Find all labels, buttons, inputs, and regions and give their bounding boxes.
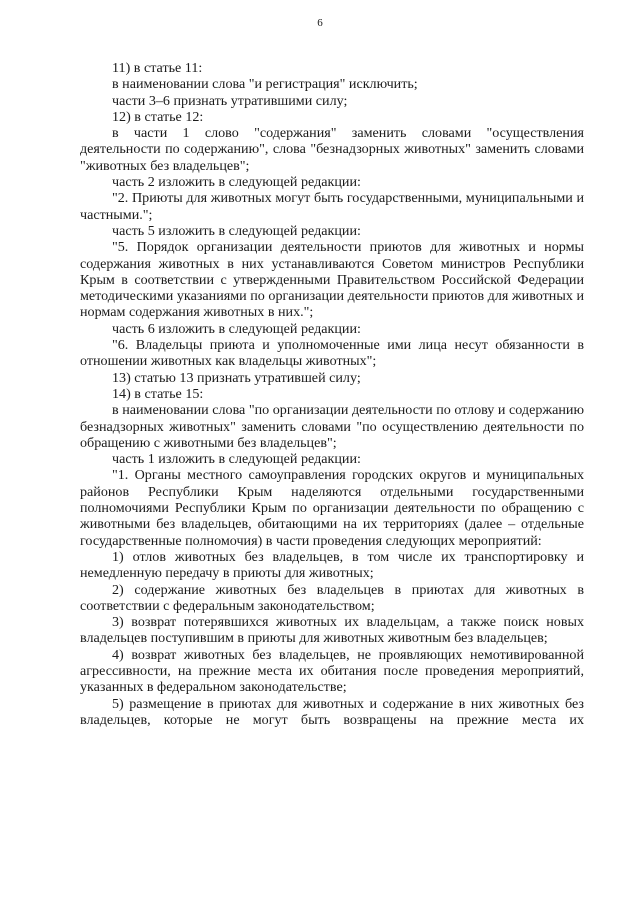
paragraph: "1. Органы местного самоуправления городских округов и муниципальных районов Республики Крым наделяются отдельными государственными полномочиями Республики Крым по организации деятельности по обращению с животными без владельцев, обитающими на их территориях (далее – отдельные государственные полномочия) в части проведения следующих мероприятий:: [80, 467, 584, 549]
paragraph: часть 2 изложить в следующей редакции:: [112, 174, 361, 191]
paragraph: 11) в статье 11:: [112, 60, 203, 76]
paragraph: 13) статью 13 признать утратившей силу;: [112, 369, 361, 386]
paragraph: "2. Приюты для животных могут быть государственными, муниципальными и частными.";: [80, 190, 584, 223]
paragraph: 3) возврат потерявшихся животных их владельцам, а также поиск новых владельцев поступившим в приюты для животных животным без владельцев;: [80, 614, 584, 647]
paragraph: 5) размещение в приютах для животных и содержание в них животных без владельцев, которые не могут быть возвращены на прежние места их: [80, 695, 584, 728]
paragraph: 4) возврат животных без владельцев, не проявляющих немотивированной агрессивности, на прежние места их обитания после проведения мероприятий, указанных в федеральном законодательстве;: [80, 646, 584, 696]
page-number: 6: [317, 17, 323, 29]
paragraph: часть 6 изложить в следующей редакции:: [112, 320, 361, 337]
paragraph: в части 1 слово "содержания" заменить словами "осуществления деятельности по содержанию", слова "безнадзорных животных" заменить словами "животных без владельцев";: [80, 125, 584, 174]
paragraph: часть 1 изложить в следующей редакции:: [112, 451, 361, 468]
paragraph: 1) отлов животных без владельцев, в том числе их транспортировку и немедленную передачу в приюты для животных;: [80, 548, 584, 582]
paragraph: часть 5 изложить в следующей редакции:: [112, 222, 361, 239]
paragraph: 2) содержание животных без владельцев в приютах для животных в соответствии с федеральным законодательством;: [80, 581, 584, 614]
document-body: [80, 60, 584, 728]
paragraph: части 3–6 признать утратившими силу;: [112, 92, 348, 109]
paragraph: в наименовании слова "и регистрация" исключить;: [112, 76, 418, 93]
paragraph: "6. Владельцы приюта и уполномоченные ими лица несут обязанности в отношении животных как владельцы животных";: [80, 337, 584, 370]
paragraph: 14) в статье 15:: [112, 385, 204, 402]
paragraph: 12) в статье 12:: [112, 108, 204, 125]
paragraph: в наименовании слова "по организации деятельности по отлову и содержанию безнадзорных животных" заменить словами "по осуществлению деятельности по обращению с животными без владельцев";: [80, 402, 584, 451]
paragraph: "5. Порядок организации деятельности приютов для животных и нормы содержания животных в них устанавливаются Советом министров Республики Крым в соответствии с утвержденными Правительством Российской Федерации методическими указаниями по организации деятельности приютов для животных и нормам содержания животных в них.";: [80, 239, 584, 321]
